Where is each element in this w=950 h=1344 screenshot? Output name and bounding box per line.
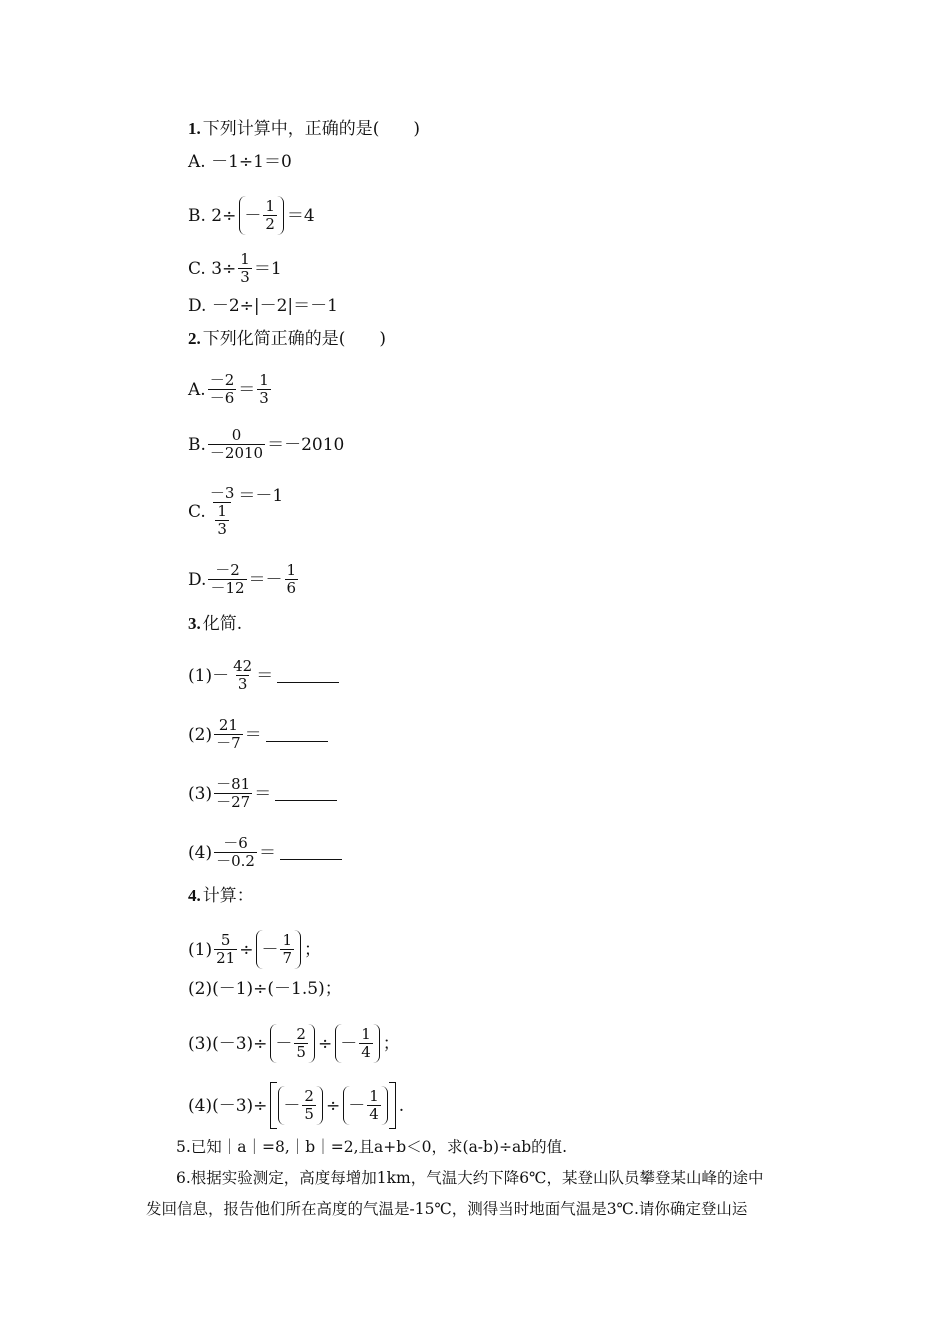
q3-p2-den: －7 (216, 734, 241, 752)
q1-b-post: ＝4 (286, 205, 315, 226)
q4-p1-inner-fraction (280, 932, 294, 967)
q1-option-d: D. －2÷|－2|＝－1 (188, 296, 338, 316)
q1-text: 下列计算中，正确的是( ) (202, 119, 421, 139)
q3-p2-fraction (214, 717, 243, 752)
q6-line-2: 发回信息，报告他们所在高度的气温是-15℃，测得当时地面气温是3℃.请你确定登山运 (146, 1200, 748, 1218)
q4-p4-fraction-1 (302, 1088, 316, 1123)
q3-p4-num: －6 (223, 834, 248, 852)
q1-option-a: A. －1÷1＝0 (188, 152, 292, 172)
q3-p4-eq: ＝ (258, 842, 276, 863)
q2-option-a (188, 372, 273, 407)
q3-p1-fraction (231, 658, 254, 693)
q3-p2-label: (2) (188, 724, 213, 745)
q4-p3-num-1: 2 (296, 1025, 306, 1043)
q1-b-paren (239, 196, 284, 235)
q3-p3-answer-blank (275, 786, 337, 801)
q2-option-b (188, 427, 344, 462)
q2-c-label: C. (188, 501, 206, 522)
q2-text: 下列化简正确的是( ) (202, 329, 387, 349)
q4-part-4 (188, 1082, 404, 1129)
q2-d-eq: ＝－ (248, 569, 283, 590)
q4-p1-label: (1) (188, 939, 213, 960)
q3-p4-label: (4) (188, 842, 213, 863)
q4-p1-iden: 7 (282, 949, 292, 967)
q3-part-3 (188, 776, 337, 811)
q2-d-num: －2 (215, 561, 240, 579)
q3-p3-den: －27 (216, 793, 251, 811)
q1-title (188, 118, 420, 140)
q3-p1-eq: ＝ (256, 665, 274, 686)
q4-p3-label: (3)(－3)÷ (188, 1033, 268, 1054)
q2-c-num: －3 (209, 484, 235, 502)
q6-line-1: 6.根据实验测定，高度每增加1km，气温大约下降6℃，某登山队员攀登某山峰的途中 (176, 1169, 764, 1187)
q4-p4-den-2: 4 (369, 1105, 379, 1123)
q4-p4-num-2: 1 (369, 1087, 379, 1105)
q2-a-label: A. (188, 379, 206, 400)
q2-c-post: ＝－1 (238, 486, 284, 506)
q4-p4-num-1: 2 (304, 1087, 314, 1105)
q3-number: 3. (188, 614, 201, 633)
q1-c-fraction (238, 251, 252, 286)
q4-p3-den-1: 5 (296, 1043, 306, 1061)
q1-c-den: 3 (240, 268, 250, 286)
q2-d-result (285, 562, 299, 597)
q3-p3-eq: ＝ (254, 783, 272, 804)
q4-p4-fraction-2 (367, 1088, 381, 1123)
q2-number: 2. (188, 329, 201, 348)
q4-p3-num-2: 1 (361, 1025, 371, 1043)
q3-p2-num: 21 (218, 716, 238, 734)
q2-c-inner-num: 1 (217, 502, 227, 520)
q4-p3-paren-1 (270, 1024, 315, 1063)
q4-p1-den: 21 (216, 949, 236, 967)
q4-p1-inum: 1 (282, 931, 292, 949)
q4-p3-neg-2: － (340, 1033, 358, 1054)
q2-c-inner-fraction (215, 503, 229, 538)
q3-text: 化简. (202, 614, 243, 634)
q2-d-rnum: 1 (286, 561, 297, 579)
q3-p1-num: 42 (233, 657, 253, 675)
q2-b-num: 0 (231, 426, 242, 444)
q2-d-fraction (208, 562, 246, 597)
q4-p3-div: ÷ (317, 1033, 333, 1054)
q4-p4-bracket (270, 1082, 395, 1129)
q4-part-2: (2)(－1)÷(－1.5)； (188, 979, 342, 999)
q4-p4-den-1: 5 (304, 1105, 314, 1123)
q2-a-rden: 3 (259, 389, 269, 407)
q5-text: 5.已知｜a｜=8,｜b｜=2,且a+b＜0，求(a-b)÷ab的值. (176, 1138, 568, 1156)
q4-p4-paren-1 (278, 1086, 323, 1125)
q4-p4-label: (4)(－3)÷ (188, 1095, 268, 1116)
q3-p2-answer-blank (266, 727, 328, 742)
q4-p3-den-2: 4 (361, 1043, 371, 1061)
q4-number: 4. (188, 886, 201, 905)
q1-number: 1. (188, 119, 201, 138)
q4-p1-fraction (214, 932, 237, 967)
q1-c-post: ＝1 (253, 258, 282, 279)
q3-p1-den: 3 (237, 675, 248, 693)
q2-a-num: －2 (209, 371, 235, 389)
q1-option-c (188, 251, 282, 286)
q4-part-3 (188, 1024, 400, 1063)
q4-p4-paren-2 (343, 1086, 388, 1125)
q1-b-fraction (263, 198, 277, 233)
q4-p1-paren (256, 930, 301, 969)
q3-part-2 (188, 717, 328, 752)
q4-text: 计算： (202, 886, 254, 906)
q3-p1-answer-blank (277, 668, 339, 683)
q3-p4-answer-blank (280, 845, 342, 860)
q2-b-post: ＝－2010 (267, 434, 345, 455)
q4-p4-neg-2: － (348, 1095, 366, 1116)
q2-option-d (188, 562, 300, 597)
q2-c-den (213, 502, 231, 538)
q2-b-fraction (208, 427, 265, 462)
q3-p1-label: (1)－ (188, 665, 230, 686)
q2-b-den: －2010 (209, 444, 264, 462)
q3-title (188, 613, 242, 635)
q4-p1-semi: ； (303, 939, 321, 960)
q4-p3-semi: ； (382, 1033, 400, 1054)
q2-a-result (257, 372, 271, 407)
q3-p4-den: －0.2 (216, 852, 255, 870)
q2-a-eq: ＝ (238, 379, 256, 400)
q3-part-4 (188, 835, 342, 870)
q2-a-fraction (208, 372, 237, 407)
q2-c-fraction (208, 485, 237, 538)
q1-b-prefix: B. 2÷ (188, 205, 237, 226)
q1-b-neg: － (244, 205, 262, 226)
q3-p3-label: (3) (188, 783, 213, 804)
q3-part-1 (188, 658, 339, 693)
q4-p4-neg-1: － (283, 1095, 301, 1116)
q2-c-inner-den: 3 (217, 520, 227, 538)
q4-p3-paren-2 (335, 1024, 380, 1063)
q1-b-num: 1 (265, 197, 275, 215)
q4-part-1 (188, 930, 321, 969)
q4-p4-div: ÷ (325, 1095, 341, 1116)
q2-a-rnum: 1 (259, 371, 269, 389)
q2-a-den: －6 (209, 389, 235, 407)
q2-d-label: D. (188, 569, 207, 590)
q2-d-den: －12 (210, 579, 245, 597)
q3-p2-eq: ＝ (244, 724, 262, 745)
q1-option-b (188, 196, 315, 235)
q3-p3-num: －81 (216, 775, 251, 793)
q3-p3-fraction (214, 776, 252, 811)
q4-p3-neg-1: － (275, 1033, 293, 1054)
q4-p1-div: ÷ (239, 939, 254, 960)
q4-p1-num: 5 (220, 931, 231, 949)
q4-p1-neg: － (261, 939, 279, 960)
q4-p3-fraction-1 (294, 1026, 308, 1061)
q2-title (188, 328, 386, 350)
q1-c-num: 1 (240, 250, 250, 268)
q4-p4-end: . (398, 1095, 405, 1116)
q3-p4-fraction (214, 835, 257, 870)
q1-b-den: 2 (265, 215, 275, 233)
q2-b-label: B. (188, 434, 206, 455)
q4-title (188, 885, 254, 907)
q2-d-rden: 6 (286, 579, 297, 597)
q4-p3-fraction-2 (359, 1026, 373, 1061)
q1-c-prefix: C. 3÷ (188, 258, 237, 279)
q2-option-c (188, 485, 283, 538)
